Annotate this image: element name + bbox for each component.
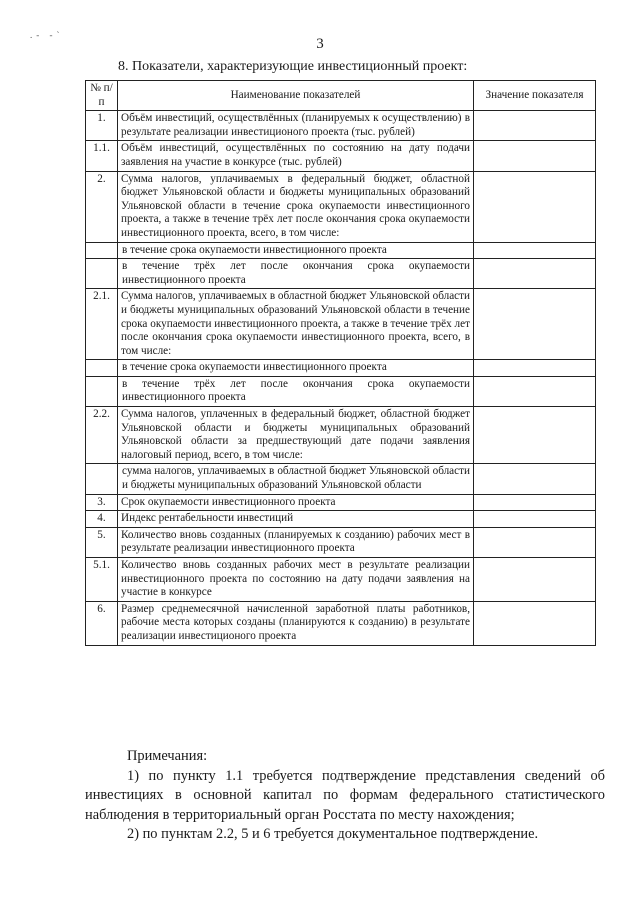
cell-name: в течение трёх лет после окончания срока окупаемости инвестиционного проекта	[118, 376, 474, 406]
cell-number: 1.1.	[86, 141, 118, 171]
cell-value	[474, 558, 596, 602]
table-row	[86, 601, 596, 645]
table-row	[86, 111, 596, 141]
cell-value	[474, 494, 596, 511]
cell-number	[86, 376, 118, 406]
table-row	[86, 511, 596, 528]
cell-value	[474, 111, 596, 141]
table-row	[86, 464, 596, 494]
cell-number: 3.	[86, 494, 118, 511]
header-name: Наименование показателей	[118, 81, 474, 111]
cell-name: Срок окупаемости инвестиционного проекта	[118, 494, 474, 511]
table-row	[86, 242, 596, 259]
notes-block	[85, 747, 605, 845]
cell-number	[86, 360, 118, 377]
cell-value	[474, 527, 596, 557]
cell-number: 5.1.	[86, 558, 118, 602]
cell-name: в течение трёх лет после окончания срока окупаемости инвестиционного проекта	[118, 259, 474, 289]
page-number: 3	[316, 36, 324, 52]
note-item: 1) по пункту 1.1 требуется подтверждение представления сведений об инвестициях в основной капитал по формам федерального статистического наблюдения в территориальный орган Росстата по месту нахождения;	[85, 767, 605, 823]
cell-number: 2.1.	[86, 289, 118, 360]
cell-value	[474, 242, 596, 259]
cell-number: 4.	[86, 511, 118, 528]
cell-name: Сумма налогов, уплачиваемых в областной бюджет Ульяновской области и бюджеты муниципальных образований Ульяновской области в течение срока окупаемости инвестиционного проекта, а также в течение трёх лет после окончания срока окупаемости инвестиционного проекта, всего, в том числе:	[118, 289, 474, 360]
cell-name: Количество вновь созданных рабочих мест в результате реализации инвестиционного проекта по состоянию на дату подачи заявления на участие в конкурсе	[118, 558, 474, 602]
table-row	[86, 289, 596, 360]
cell-name: в течение срока окупаемости инвестиционного проекта	[118, 242, 474, 259]
cell-number	[86, 464, 118, 494]
table-row	[86, 360, 596, 377]
cell-name: Объём инвестиций, осуществлённых (планируемых к осуществлению) в результате реализации инвестиционого проекта (тыс. рублей)	[118, 111, 474, 141]
table-row	[86, 527, 596, 557]
notes-title: Примечания:	[127, 748, 208, 764]
cell-value	[474, 376, 596, 406]
cell-number: 6.	[86, 601, 118, 645]
cell-value	[474, 360, 596, 377]
table-row	[86, 171, 596, 242]
cell-name: в течение срока окупаемости инвестиционного проекта	[118, 360, 474, 377]
table-row	[86, 558, 596, 602]
cell-number: 2.2.	[86, 407, 118, 464]
header-value: Значение показателя	[474, 81, 596, 111]
cell-number	[86, 259, 118, 289]
cell-name: сумма налогов, уплачиваемых в областной бюджет Ульяновской области и бюджеты муниципальных образований Ульяновской области	[118, 464, 474, 494]
cell-value	[474, 171, 596, 242]
cell-value	[474, 464, 596, 494]
header-number: № п/п	[86, 81, 118, 111]
table-row	[86, 376, 596, 406]
cell-value	[474, 289, 596, 360]
table-row	[86, 259, 596, 289]
table-row	[86, 494, 596, 511]
cell-value	[474, 259, 596, 289]
cell-name: Сумма налогов, уплачиваемых в федеральный бюджет, областной бюджет Ульяновской области и бюджеты муниципальных образований Ульяновской области в течение срока окупаемости инвестиционного проекта, а также в течение трёх лет после окончания срока окупаемости инвестиционного проекта, всего, в том числе:	[118, 171, 474, 242]
cell-value	[474, 601, 596, 645]
table-row	[86, 407, 596, 464]
cell-name: Объём инвестиций, осуществлённых по состоянию на дату подачи заявления на участие в конкурсе (тыс. рублей)	[118, 141, 474, 171]
indicators-table	[85, 80, 596, 646]
cell-value	[474, 511, 596, 528]
cell-value	[474, 141, 596, 171]
cell-number: 5.	[86, 527, 118, 557]
note-item: 2) по пунктам 2.2, 5 и 6 требуется документальное подтверждение.	[127, 826, 539, 842]
cell-name: Количество вновь созданных (планируемых к созданию) рабочих мест в результате реализации инвестиционного проекта	[118, 527, 474, 557]
scan-specks: .- -`	[30, 30, 64, 40]
cell-number	[86, 242, 118, 259]
table-row	[86, 141, 596, 171]
cell-name: Сумма налогов, уплаченных в федеральный бюджет, областной бюджет Ульяновской области и бюджеты муниципальных образований Ульяновской области за предшествующий дате подачи заявления налоговый период, всего, в том числе:	[118, 407, 474, 464]
table-body	[86, 111, 596, 645]
cell-name: Индекс рентабельности инвестиций	[118, 511, 474, 528]
cell-name: Размер среднемесячной начисленной заработной платы работников, рабочие места которых созданы (планируются к созданию) в результате реализации инвестиционого проекта	[118, 601, 474, 645]
cell-number: 1.	[86, 111, 118, 141]
table-header-row	[86, 81, 596, 111]
cell-number: 2.	[86, 171, 118, 242]
section-heading: 8. Показатели, характеризующие инвестиционный проект:	[118, 59, 468, 74]
cell-value	[474, 407, 596, 464]
